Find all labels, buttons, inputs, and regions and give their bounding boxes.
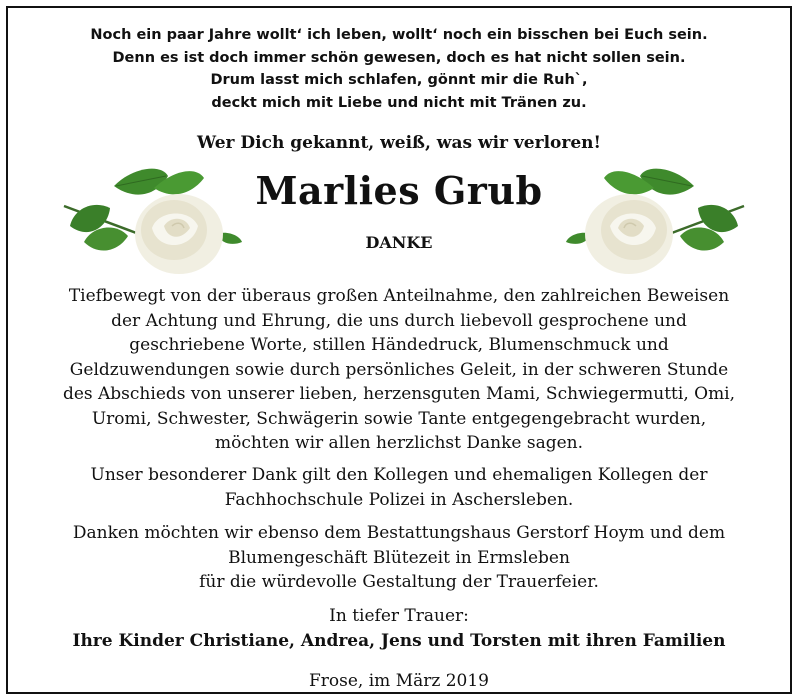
- paragraph-line: Danken möchten wir ebenso dem Bestattungshaus Gerstorf Hoym und dem: [72, 523, 726, 543]
- paragraph-line: der Achtung und Ehrung, die uns durch liebevoll gesprochene und: [111, 310, 687, 331]
- poem-line: Drum lasst mich schlafen, gönnt mir die Ruh`,: [210, 72, 588, 88]
- paragraph-line: Blumengeschäft Blütezeit in Ermsleben: [228, 547, 570, 568]
- poem: [8, 24, 790, 114]
- paragraph-line: möchten wir allen herzlichst Danke sagen.: [214, 433, 584, 453]
- signoff: [8, 604, 790, 654]
- paragraph-line: Unser besonderer Dank gilt den Kollegen und ehemaligen Kollegen der: [90, 465, 708, 485]
- thanks-paragraph: [8, 284, 790, 456]
- paragraph-line: Tiefbewegt von der überaus großen Anteilnahme, den zahlreichen Beweisen: [68, 286, 730, 306]
- place-date: Frose, im März 2019: [308, 671, 489, 691]
- signoff-families: Ihre Kinder Christiane, Andrea, Jens und Torsten mit ihren Familien: [72, 631, 726, 651]
- colleagues-paragraph: [8, 463, 790, 512]
- signoff-intro: In tiefer Trauer:: [329, 606, 469, 626]
- paragraph-line: für die würdevolle Gestaltung der Trauerfeier.: [199, 572, 599, 592]
- motto: Wer Dich gekannt, weiß, was wir verloren!: [197, 133, 601, 153]
- paragraph-line: des Abschieds von unserer lieben, herzensguten Mami, Schwiegermutti, Omi,: [62, 384, 736, 404]
- poem-line: deckt mich mit Liebe und nicht mit Tränen zu.: [211, 94, 587, 111]
- poem-line: Denn es ist doch immer schön gewesen, doch es hat nicht sollen sein.: [112, 49, 686, 66]
- danke-heading: DANKE: [365, 233, 433, 252]
- funeral-home-paragraph: [8, 521, 790, 595]
- paragraph-line: geschriebene Worte, stillen Händedruck, Blumenschmuck und: [129, 335, 669, 355]
- obituary-notice: [6, 6, 792, 694]
- paragraph-line: Uromi, Schwester, Schwägerin sowie Tante entgegengebracht wurden,: [91, 408, 707, 429]
- poem-line: Noch ein paar Jahre wollt‘ ich leben, wollt‘ noch ein bisschen bei Euch sein.: [90, 27, 708, 43]
- deceased-name: Marlies Grub: [255, 168, 543, 213]
- paragraph-line: Fachhochschule Polizei in Aschersleben.: [224, 489, 574, 510]
- paragraph-line: Geldzuwendungen sowie durch persönliches Geleit, in der schweren Stunde: [69, 359, 729, 380]
